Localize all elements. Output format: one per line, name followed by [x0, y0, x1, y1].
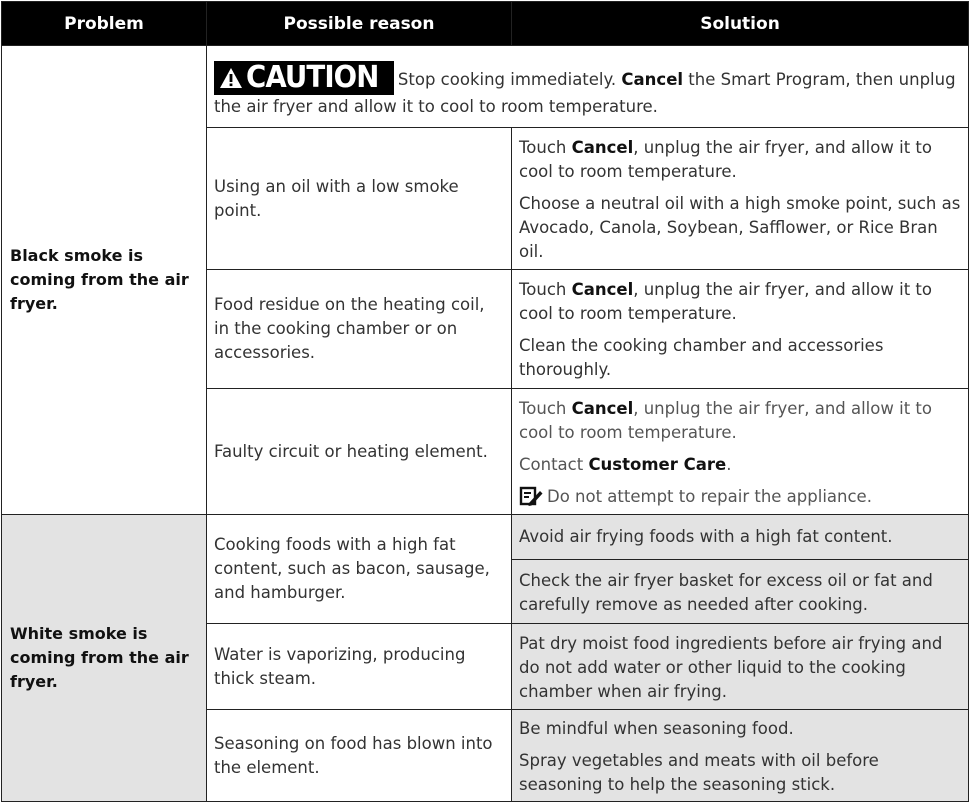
solution-text: [519, 278, 961, 326]
reason-cell: Faulty circuit or heating element.: [207, 389, 512, 515]
problem-white-smoke: White smoke is coming from the air fryer.: [2, 515, 207, 802]
solution-cell: [512, 270, 969, 389]
note-text: Do not attempt to repair the appliance.: [547, 486, 872, 506]
reason-cell: Using an oil with a low smoke point.: [207, 128, 512, 270]
solution-text: Clean the cooking chamber and accessories thoroughly.: [519, 336, 884, 379]
solution-text: Choose a neutral oil with a high smoke point, such as Avocado, Canola, Soybean, Safflower, or Rice Bran oil.: [519, 193, 961, 261]
caution-text-after: the Smart Program, then unplug the air fryer and allow it to cool to room temperature.: [214, 70, 956, 116]
warning-triangle-icon: [219, 67, 243, 89]
cancel-label: Cancel: [571, 398, 634, 418]
cancel-label: Cancel: [571, 280, 634, 299]
table-row: [2, 515, 969, 560]
note-pencil-icon: [519, 486, 543, 506]
reason-cell: Food residue on the heating coil, in the cooking chamber or on accessories.: [207, 270, 512, 389]
solution-text: Be mindful when seasoning food.: [519, 718, 794, 738]
solution-cell: [512, 710, 969, 802]
reason-cell: Water is vaporizing, producing thick steam.: [207, 624, 512, 710]
solution-cell: Check the air fryer basket for excess oil or fat and carefully remove as needed after cooking.: [512, 560, 969, 624]
cancel-label: Cancel: [571, 137, 634, 157]
solution-cell: [512, 128, 969, 270]
solution-cell: [512, 389, 969, 515]
solution-text-part: Touch: [519, 398, 572, 418]
solution-text-part: Touch: [519, 280, 572, 299]
solution-text-part: , unplug the air fryer, and allow it to cool to room temperature.: [519, 137, 932, 181]
solution-text-part: Touch: [519, 137, 572, 157]
solution-cell: Avoid air frying foods with a high fat content.: [512, 515, 969, 560]
header-problem: Problem: [2, 2, 207, 46]
customer-care-label: Customer Care: [588, 454, 727, 474]
caution-notice: [207, 46, 969, 128]
solution-text-part: , unplug the air fryer, and allow it to cool to room temperature.: [519, 398, 932, 442]
note-line: [519, 485, 961, 509]
caution-badge: [214, 61, 394, 95]
solution-text-part: , unplug the air fryer, and allow it to cool to room temperature.: [519, 280, 932, 323]
reason-cell: Cooking foods with a high fat content, such as bacon, sausage, and hamburger.: [207, 515, 512, 624]
header-row: [2, 2, 969, 46]
solution-text: [519, 136, 961, 184]
solution-text: Spray vegetables and meats with oil before seasoning to help the seasoning stick.: [519, 750, 879, 794]
solution-text: [519, 453, 961, 477]
solution-text: [519, 397, 961, 445]
caution-label: CAUTION: [246, 60, 379, 95]
solution-text-part: Contact: [519, 454, 589, 474]
solution-text-part: .: [726, 454, 732, 474]
header-reason: Possible reason: [207, 2, 512, 46]
table-row: [2, 46, 969, 128]
problem-black-smoke: Black smoke is coming from the air fryer.: [2, 46, 207, 515]
header-solution: Solution: [512, 2, 969, 46]
caution-cancel: Cancel: [621, 70, 684, 89]
solution-cell: Pat dry moist food ingredients before air frying and do not add water or other liquid to the cooking chamber when air frying.: [512, 624, 969, 710]
caution-text-before: Stop cooking immediately.: [397, 70, 622, 89]
reason-cell: Seasoning on food has blown into the element.: [207, 710, 512, 802]
troubleshooting-table: [1, 1, 969, 802]
